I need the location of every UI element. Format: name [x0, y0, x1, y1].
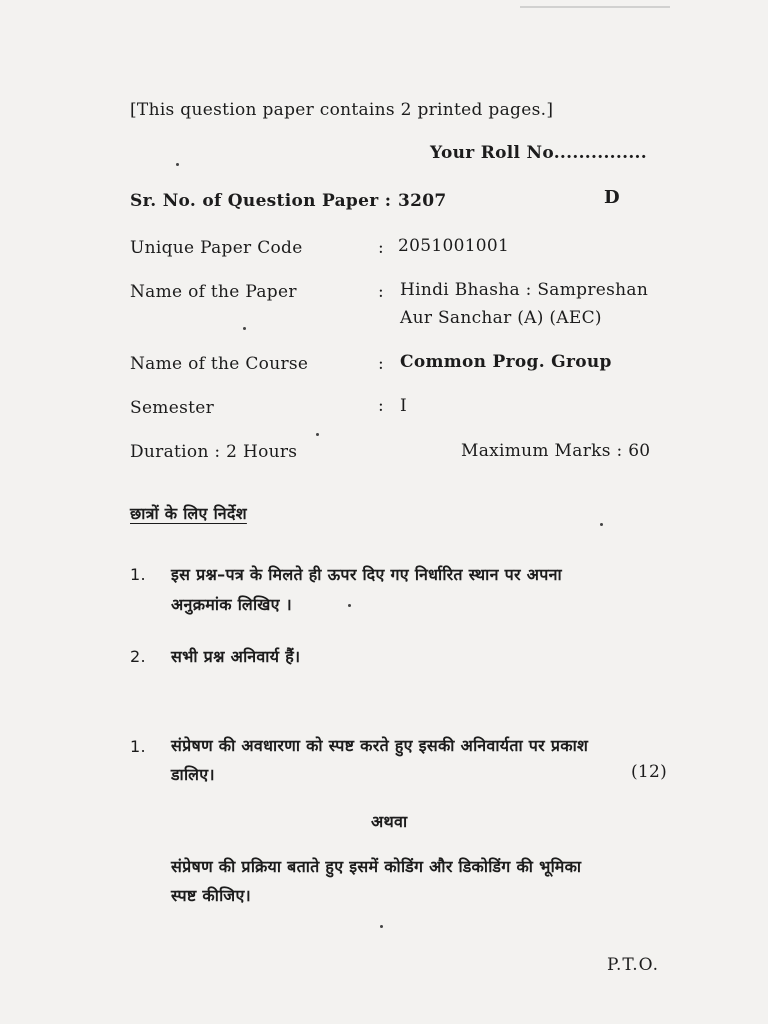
pto-label: P.T.O. [607, 955, 659, 975]
instruction-2-line1: सभी प्रश्न अनिवार्य हैं। [171, 647, 301, 666]
upc-value: 2051001001 [398, 236, 510, 256]
paper-name-line1: Hindi Bhasha : Sampreshan [400, 280, 649, 300]
set-letter: D [604, 187, 620, 208]
instruction-1-number: 1. [130, 565, 146, 584]
upc-separator: : [378, 238, 385, 258]
paper-name-label: Name of the Paper [130, 282, 297, 302]
scan-speck [316, 433, 319, 436]
question-1-marks: (12) [631, 762, 668, 782]
sr-no-value: 3207 [398, 191, 447, 211]
or-label: अथवा [371, 812, 408, 831]
top-edge-mark [520, 0, 670, 8]
question-1-line2: डालिए। [171, 765, 215, 784]
course-name-separator: : [378, 354, 385, 374]
scan-speck [176, 163, 179, 166]
instruction-2-number: 2. [130, 647, 146, 666]
paper-name-separator: : [378, 282, 385, 302]
question-1-number: 1. [130, 737, 146, 756]
alternate-question-line1: संप्रेषण की प्रक्रिया बताते हुए इसमें कोडिंग और डिकोडिंग की भूमिका [171, 857, 582, 876]
alternate-question-line2: स्पष्ट कीजिए। [171, 886, 251, 905]
printed-pages-note: [This question paper contains 2 printed pages.] [130, 100, 554, 120]
semester-value: I [400, 396, 408, 416]
scan-speck [348, 604, 351, 607]
semester-label: Semester [130, 398, 215, 418]
sr-no-label: Sr. No. of Question Paper : [130, 191, 392, 211]
upc-label: Unique Paper Code [130, 238, 303, 258]
course-name-value: Common Prog. Group [400, 352, 612, 372]
max-marks-label: Maximum Marks : 60 [461, 441, 651, 461]
question-1-line1: संप्रेषण की अवधारणा को स्पष्ट करते हुए इसकी अनिवार्यता पर प्रकाश [171, 736, 589, 755]
semester-separator: : [378, 396, 385, 416]
paper-name-line2: Aur Sanchar (A) (AEC) [400, 308, 602, 328]
course-name-label: Name of the Course [130, 354, 309, 374]
roll-no-label: Your Roll No............... [430, 143, 647, 163]
scan-speck [600, 523, 603, 526]
instruction-1-line1: इस प्रश्न–पत्र के मिलते ही ऊपर दिए गए निर्धारित स्थान पर अपना [171, 565, 562, 584]
scan-speck [380, 925, 383, 928]
scan-speck [243, 327, 246, 330]
instructions-heading: छात्रों के लिए निर्देश [130, 504, 247, 523]
duration-label: Duration : 2 Hours [130, 442, 298, 462]
instruction-1-line2: अनुक्रमांक लिखिए । [171, 595, 292, 614]
